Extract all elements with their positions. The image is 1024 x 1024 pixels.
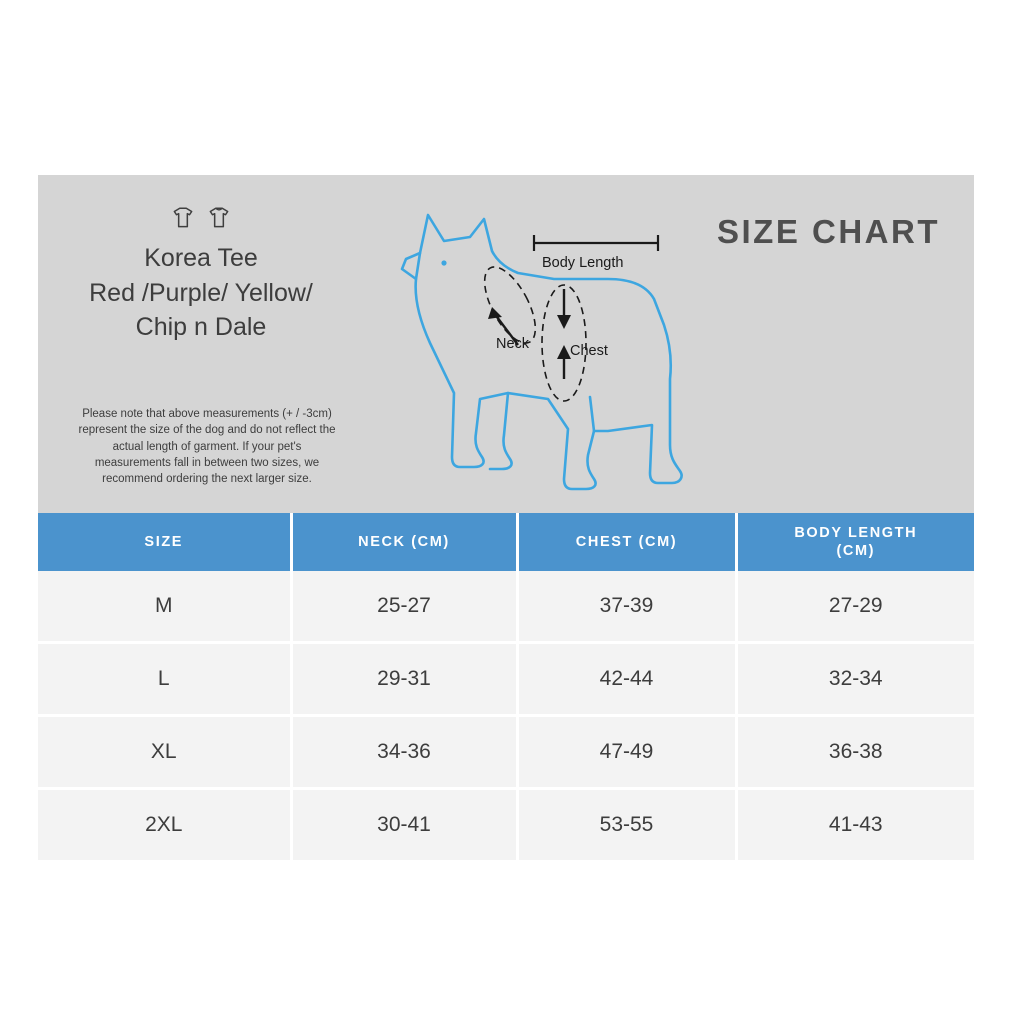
size-chart [38,175,974,860]
cell-neck: 25-27 [291,571,517,643]
cell-size: M [38,571,291,643]
product-title-line: Red /Purple/ Yellow/ [89,278,313,307]
product-title [56,241,346,345]
column-header-chest: CHEST (CM) [517,513,736,571]
cell-size: L [38,643,291,716]
cell-body-length: 27-29 [736,571,974,643]
size-table [38,513,974,860]
table-row [38,789,974,861]
cell-chest: 47-49 [517,716,736,789]
dog-diagram [358,193,738,503]
body-length-measure-line [534,235,658,251]
measurement-note: Please note that above measurements (+ / -3cm) represent the size of the dog and do not reflect the actual length of garment. If your pet's measurements fall in between two sizes, we recommend ordering the next larger size. [78,408,336,486]
info-panel [38,175,974,513]
column-header-body-length-line2: (CM) [836,543,876,559]
chest-arrow-icon [557,289,571,379]
cell-size: 2XL [38,789,291,861]
cell-chest: 37-39 [517,571,736,643]
neck-label: Neck [496,336,530,352]
product-title-line: Chip n Dale [135,313,267,342]
column-header-body-length-line1: BODY LENGTH [794,524,918,541]
cell-body-length: 32-34 [736,643,974,716]
cell-neck: 30-41 [291,789,517,861]
cell-size: XL [38,716,291,789]
chest-label: Chest [570,343,608,359]
table-row [38,571,974,643]
cell-neck: 34-36 [291,716,517,789]
cell-neck: 29-31 [291,643,517,716]
product-title-line: Korea Tee [144,244,258,273]
body-length-label: Body Length [542,255,624,271]
page-title: SIZE CHART [717,213,940,250]
column-header-body-length [736,513,974,571]
product-info [56,203,346,345]
table-header-row [38,513,974,571]
table-row [38,716,974,789]
cell-body-length: 36-38 [736,716,974,789]
cell-chest: 42-44 [517,643,736,716]
column-header-size: SIZE [38,513,291,571]
cell-body-length: 41-43 [736,789,974,861]
cell-chest: 53-55 [517,789,736,861]
tshirt-icon [170,205,196,231]
table-row [38,643,974,716]
tshirt-icon-group [56,203,346,231]
column-header-neck: NECK (CM) [291,513,517,571]
tshirt-icon [206,205,232,231]
